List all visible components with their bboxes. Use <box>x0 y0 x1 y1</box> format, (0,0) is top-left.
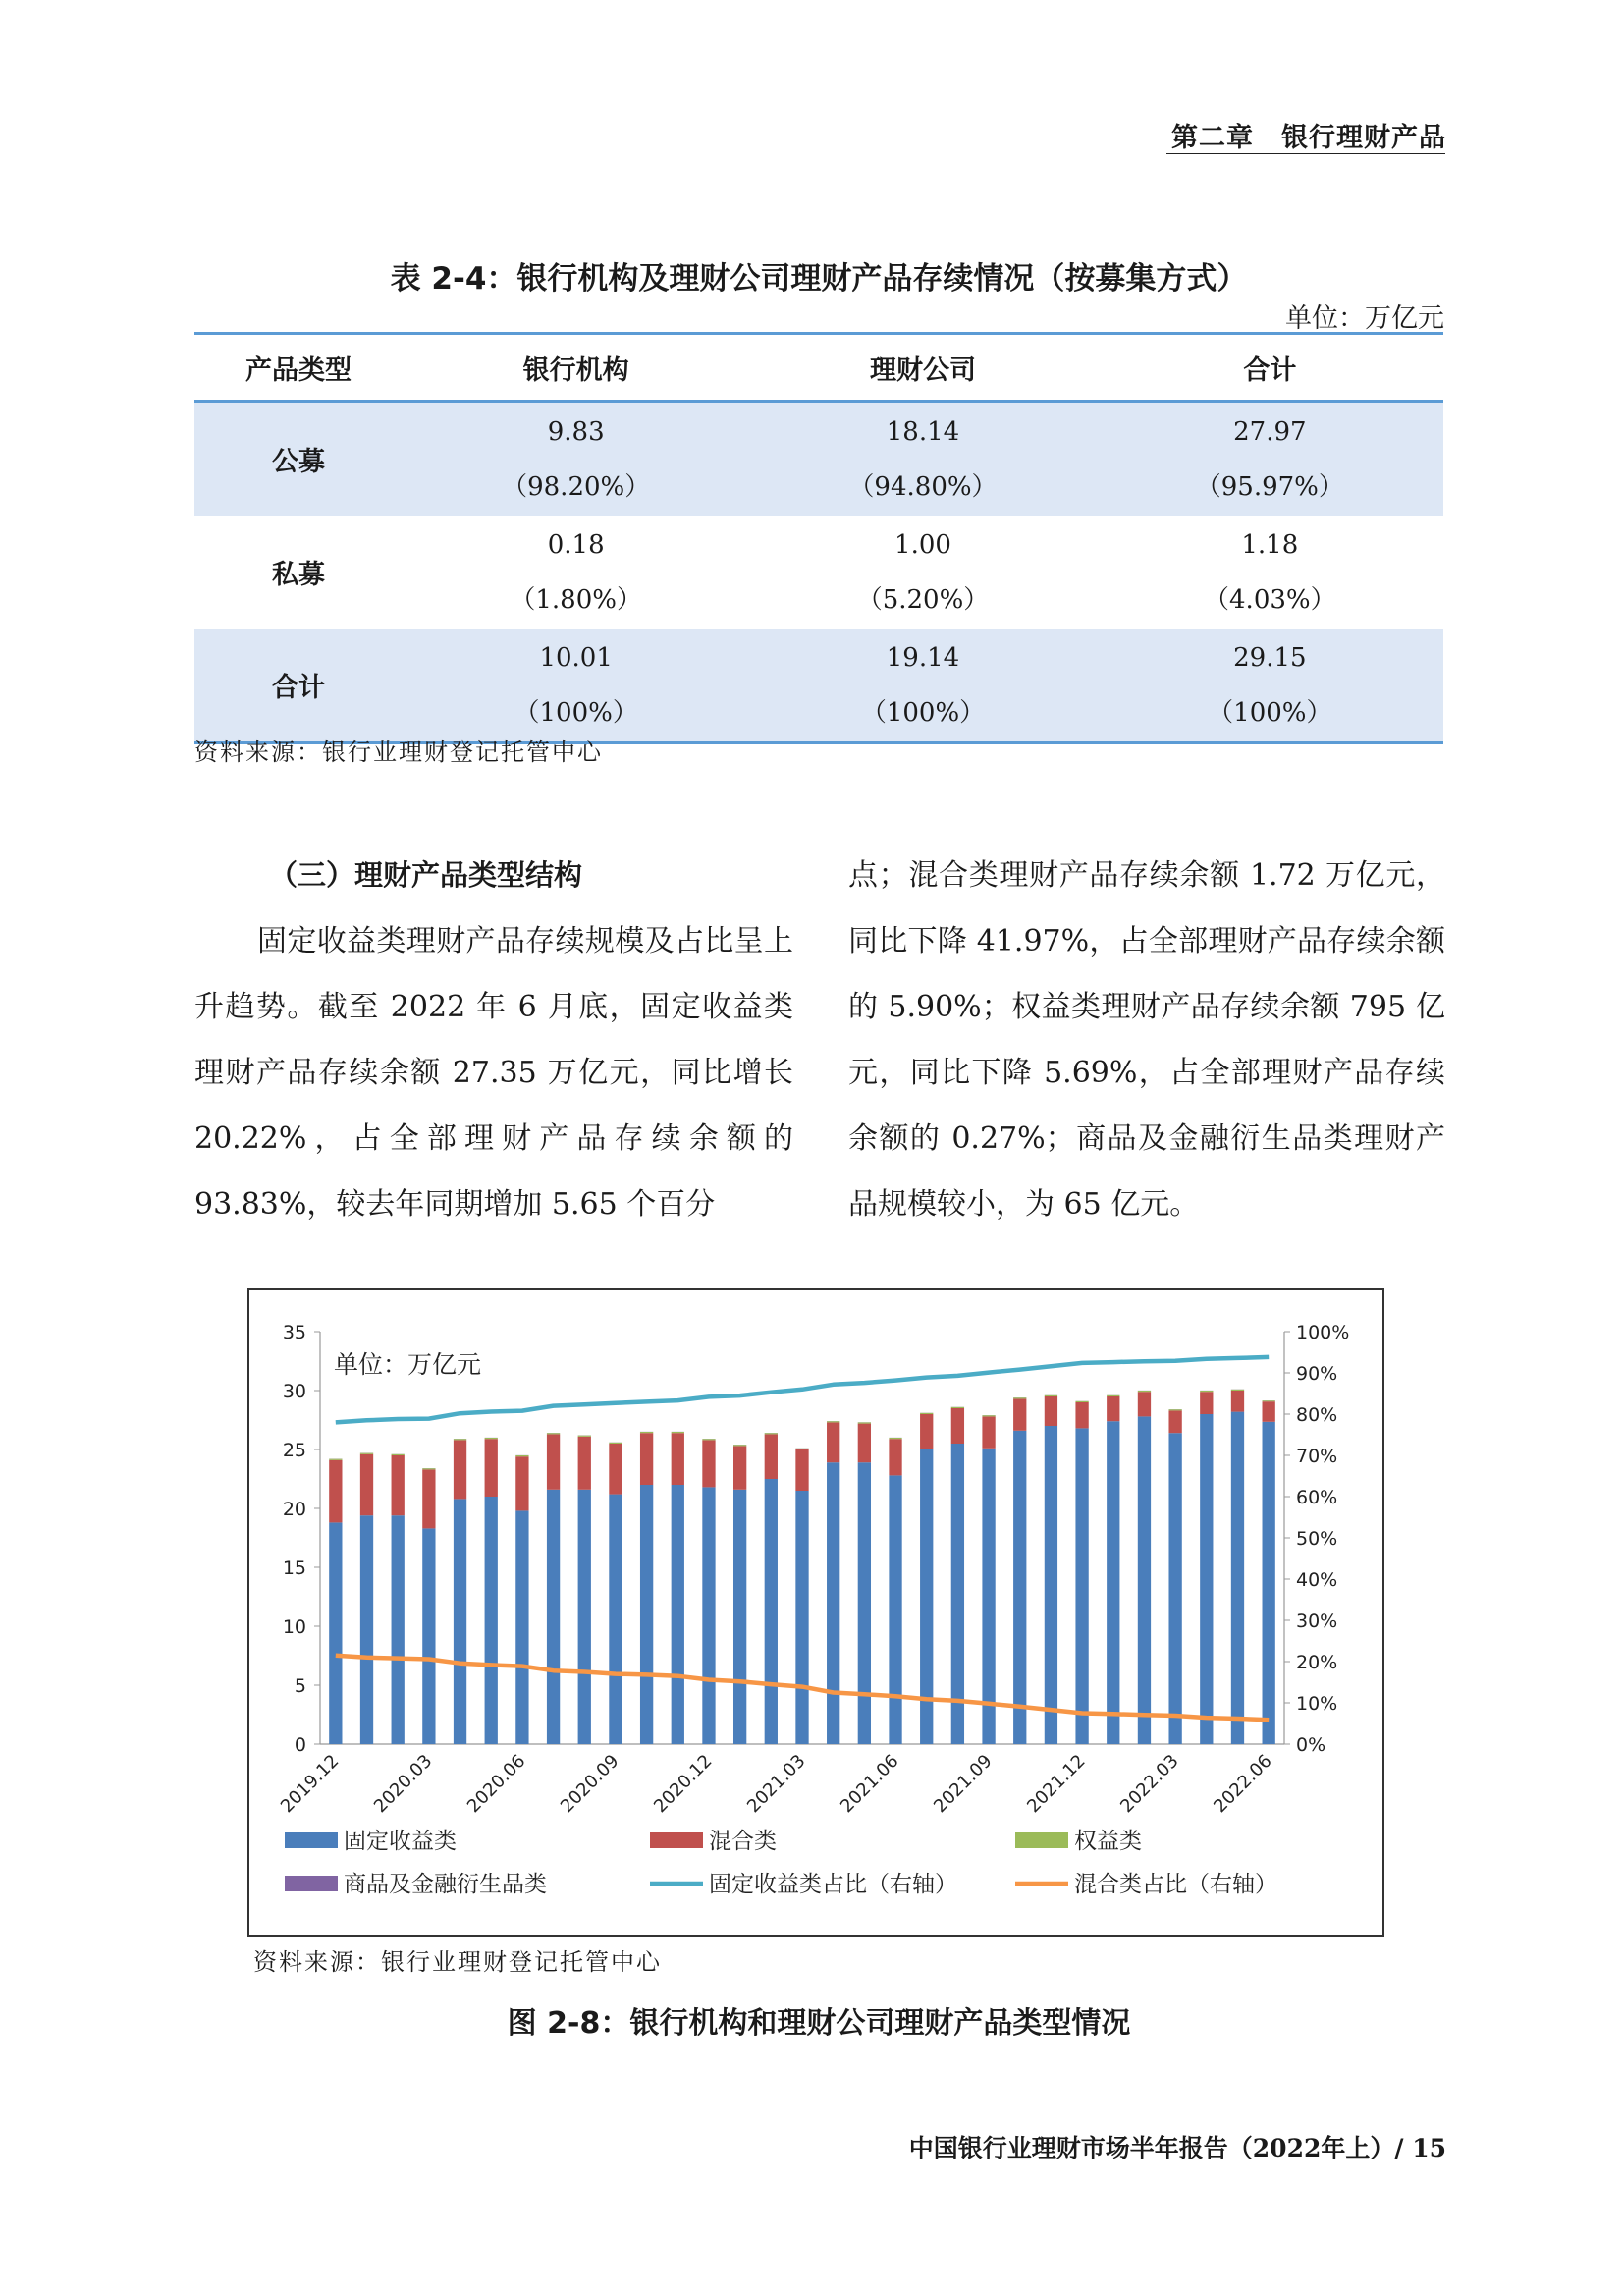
cell-percent: （94.80%） <box>848 471 998 502</box>
right-tick-label: 50% <box>1296 1528 1338 1550</box>
bar-segment <box>733 1490 746 1744</box>
cell-value: 27.97 <box>1233 416 1307 447</box>
cell-percent: （100%） <box>860 697 986 728</box>
cell-value: 10.01 <box>539 642 613 673</box>
bar-segment <box>765 1479 778 1744</box>
cell-percent: （1.80%） <box>510 584 642 615</box>
legend-label: 商品及金融衍生品类 <box>344 1872 547 1897</box>
x-tick-label: 2020.09 <box>556 1750 623 1818</box>
table-row <box>194 629 1443 743</box>
bar-segment <box>1168 1433 1181 1744</box>
x-tick-label: 2021.06 <box>837 1750 903 1818</box>
table-caption: 表 2-4：银行机构及理财公司理财产品存续情况（按募集方式） <box>390 261 1248 297</box>
x-tick-label: 2022.06 <box>1210 1750 1276 1818</box>
bar-segment <box>392 1455 405 1515</box>
left-tick-label: 10 <box>282 1616 306 1638</box>
bar-segment <box>672 1432 684 1433</box>
left-tick-label: 5 <box>294 1675 306 1697</box>
bar-segment <box>858 1422 871 1423</box>
bar-segment <box>765 1434 778 1479</box>
bar-segment <box>609 1495 622 1744</box>
bar-segment <box>672 1433 684 1485</box>
right-tick-label: 40% <box>1296 1569 1338 1591</box>
table-unit: 单位：万亿元 <box>1285 303 1444 334</box>
bar-segment <box>702 1440 715 1487</box>
cell-value: 9.83 <box>547 416 605 447</box>
bar-segment <box>454 1440 466 1499</box>
row-label: 公募 <box>194 402 403 517</box>
row-label: 私募 <box>272 560 325 590</box>
bar-segment <box>982 1416 995 1448</box>
bar-segment <box>1231 1412 1244 1744</box>
bar-segment <box>547 1490 560 1744</box>
bar-segment <box>733 1445 746 1446</box>
bar-segment <box>1013 1431 1026 1744</box>
bar-segment <box>454 1439 466 1440</box>
bar-segment <box>454 1499 466 1744</box>
bar-segment <box>1231 1390 1244 1391</box>
right-tick-label: 70% <box>1296 1446 1338 1467</box>
cell-percent: （98.20%） <box>502 471 651 502</box>
table-cell <box>749 629 1096 743</box>
bar-segment <box>951 1408 964 1444</box>
bar-segment <box>392 1454 405 1455</box>
bar-segment <box>547 1434 560 1489</box>
header-bank: 银行机构 <box>403 334 749 402</box>
bar-segment <box>1045 1395 1057 1396</box>
body-right-column <box>848 843 1445 1237</box>
bar-segment <box>1200 1392 1213 1414</box>
bar-segment <box>1263 1401 1275 1422</box>
cell-value: 0.18 <box>547 529 605 560</box>
bar-segment <box>578 1490 591 1744</box>
x-tick-label: 2022.03 <box>1116 1750 1183 1818</box>
bar-segment <box>485 1497 498 1744</box>
cell-value: 19.14 <box>886 642 960 673</box>
bar-segment <box>485 1438 498 1439</box>
bar-segment <box>422 1468 435 1469</box>
x-tick-label: 2020.03 <box>369 1750 437 1818</box>
bar-segment <box>392 1515 405 1744</box>
bar-segment <box>702 1439 715 1440</box>
chart-svg <box>249 1290 1382 1935</box>
bar-segment <box>547 1433 560 1434</box>
bar-segment <box>1013 1397 1026 1398</box>
bar-segment <box>982 1449 995 1744</box>
figure-caption: 图 2-8：银行机构和理财公司理财产品类型情况 <box>507 2006 1131 2041</box>
fund-raising-table <box>194 332 1443 744</box>
cell-value: 29.15 <box>1233 642 1307 673</box>
table-cell <box>1097 516 1443 629</box>
bar-segment <box>951 1407 964 1408</box>
x-tick-label: 2019.12 <box>276 1750 344 1818</box>
table-cell <box>403 516 749 629</box>
bar-segment <box>827 1421 839 1422</box>
header-product-type: 产品类型 <box>194 334 403 402</box>
x-tick-label: 2021.12 <box>1023 1750 1090 1818</box>
left-tick-label: 30 <box>282 1381 306 1402</box>
cell-percent: （5.20%） <box>856 584 990 615</box>
cell-value: 1.00 <box>894 529 951 560</box>
header-total: 合计 <box>1097 334 1443 402</box>
body-left-column <box>194 843 793 1237</box>
bar-segment <box>1168 1409 1181 1410</box>
bar-segment <box>889 1439 901 1475</box>
bar-segment <box>1107 1421 1119 1744</box>
product-type-chart <box>247 1288 1384 1937</box>
bar-segment <box>765 1433 778 1434</box>
cell-percent: （95.97%） <box>1195 471 1344 502</box>
bar-segment <box>1075 1402 1088 1428</box>
bar-segment <box>422 1469 435 1528</box>
table-cell <box>749 402 1096 517</box>
page-footer: 中国银行业理财市场半年报告（2022年上）/ 15 <box>908 2134 1446 2162</box>
bar-segment <box>1138 1391 1151 1392</box>
bar-segment <box>1045 1396 1057 1426</box>
left-tick-label: 0 <box>294 1734 306 1756</box>
bar-segment <box>1075 1428 1088 1744</box>
left-tick-label: 35 <box>282 1322 306 1343</box>
bar-segment <box>1138 1416 1151 1744</box>
bar-segment <box>640 1485 653 1744</box>
cell-percent: （100%） <box>514 697 638 728</box>
bar-segment <box>827 1462 839 1744</box>
table-header-row <box>194 334 1443 402</box>
legend-label: 混合类占比（右轴） <box>1074 1872 1277 1897</box>
x-tick-label: 2021.03 <box>743 1750 810 1818</box>
bar-segment <box>609 1444 622 1495</box>
bar-segment <box>1107 1396 1119 1421</box>
table-cell <box>403 402 749 517</box>
bar-segment <box>920 1413 933 1414</box>
bar-segment <box>640 1432 653 1433</box>
left-tick-label: 20 <box>282 1499 306 1520</box>
legend-label: 固定收益类 <box>344 1829 457 1854</box>
bar-segment <box>672 1485 684 1744</box>
bar-segment <box>329 1459 342 1460</box>
x-tick-label: 2020.12 <box>650 1750 717 1818</box>
bar-segment <box>889 1475 901 1744</box>
table-cell <box>1097 402 1443 517</box>
bar-segment <box>360 1515 373 1744</box>
figure-source: 资料来源：银行业理财登记托管中心 <box>253 1948 662 1976</box>
bar-segment <box>329 1460 342 1523</box>
table-row <box>194 516 1443 629</box>
right-tick-label: 80% <box>1296 1404 1338 1426</box>
bar-segment <box>795 1449 808 1491</box>
x-tick-label: 2020.06 <box>462 1750 530 1818</box>
bar-segment <box>1263 1400 1275 1401</box>
bar-segment <box>795 1491 808 1744</box>
bar-segment <box>578 1436 591 1437</box>
cell-percent: （100%） <box>1208 697 1332 728</box>
table-cell <box>1097 629 1443 743</box>
bar-segment <box>889 1438 901 1439</box>
running-head: 第二章 银行理财产品 <box>1171 123 1446 153</box>
bar-segment <box>485 1439 498 1497</box>
bar-segment <box>982 1415 995 1416</box>
bar-segment <box>827 1422 839 1462</box>
bar-segment <box>1231 1391 1244 1412</box>
legend-label: 混合类 <box>709 1829 777 1854</box>
left-tick-label: 25 <box>282 1440 306 1461</box>
body-paragraph: 固定收益类理财产品存续规模及占比呈上升趋势。截至 2022 年 6 月底，固定收益类理财产品存续余额 27.35 万亿元，同比增长 20.22%，占全部理财产品存续余额的 93.83%，较去年同期增加 5.65 个百分 <box>194 924 793 1222</box>
bar-segment <box>515 1456 528 1510</box>
legend-label: 固定收益类占比（右轴） <box>709 1872 957 1897</box>
cell-value: 18.14 <box>886 416 960 447</box>
bar-segment <box>1075 1401 1088 1402</box>
bar-segment <box>329 1522 342 1744</box>
bar-segment <box>858 1462 871 1744</box>
bar-segment <box>1107 1395 1119 1396</box>
bar-segment <box>609 1443 622 1444</box>
right-tick-label: 30% <box>1296 1611 1338 1632</box>
cell-percent: （4.03%） <box>1204 584 1336 615</box>
bar-segment <box>578 1437 591 1490</box>
bar-segment <box>640 1433 653 1485</box>
section-title: （三）理财产品类型结构 <box>269 858 583 892</box>
bar-segment <box>702 1487 715 1744</box>
table-row <box>194 402 1443 517</box>
bar-segment <box>1045 1426 1057 1744</box>
right-tick-label: 20% <box>1296 1652 1338 1673</box>
x-tick-label: 2021.09 <box>930 1750 997 1818</box>
chart-unit-label: 单位：万亿元 <box>334 1350 482 1379</box>
bar-segment <box>1138 1392 1151 1416</box>
bar-segment <box>1263 1422 1275 1744</box>
legend-swatch <box>1015 1832 1068 1848</box>
legend-swatch <box>285 1832 338 1848</box>
table-cell <box>749 516 1096 629</box>
left-tick-label: 15 <box>282 1558 306 1579</box>
bar-segment <box>733 1446 746 1489</box>
body-paragraph-continued: 点；混合类理财产品存续余额 1.72 万亿元，同比下降 41.97%，占全部理财产品存续余额的 5.90%；权益类理财产品存续余额 795 亿元，同比下降 5.69%，占全部理财产品存续余额的 0.27%；商品及金融衍生品类理财产品规模较小，为 65 亿元。 <box>848 858 1445 1222</box>
header-wealth-company: 理财公司 <box>749 334 1096 402</box>
bar-segment <box>360 1454 373 1515</box>
bar-segment <box>1200 1391 1213 1392</box>
right-tick-label: 100% <box>1296 1322 1350 1343</box>
table-source: 资料来源：银行业理财登记托管中心 <box>194 738 603 766</box>
bar-segment <box>515 1455 528 1456</box>
legend-swatch <box>650 1832 703 1848</box>
legend-swatch <box>285 1876 338 1891</box>
bar-segment <box>422 1528 435 1744</box>
bar-segment <box>515 1510 528 1744</box>
row-label: 合计 <box>194 629 403 743</box>
cell-value: 1.18 <box>1241 529 1299 560</box>
bar-segment <box>1013 1398 1026 1430</box>
right-tick-label: 60% <box>1296 1487 1338 1508</box>
legend-label: 权益类 <box>1074 1829 1142 1854</box>
bar-segment <box>360 1453 373 1454</box>
table-cell <box>403 629 749 743</box>
right-tick-label: 0% <box>1296 1734 1326 1756</box>
bar-segment <box>920 1414 933 1449</box>
bar-segment <box>858 1424 871 1463</box>
right-tick-label: 10% <box>1296 1693 1338 1715</box>
bar-segment <box>1168 1410 1181 1433</box>
bar-segment <box>1200 1414 1213 1744</box>
right-tick-label: 90% <box>1296 1363 1338 1385</box>
